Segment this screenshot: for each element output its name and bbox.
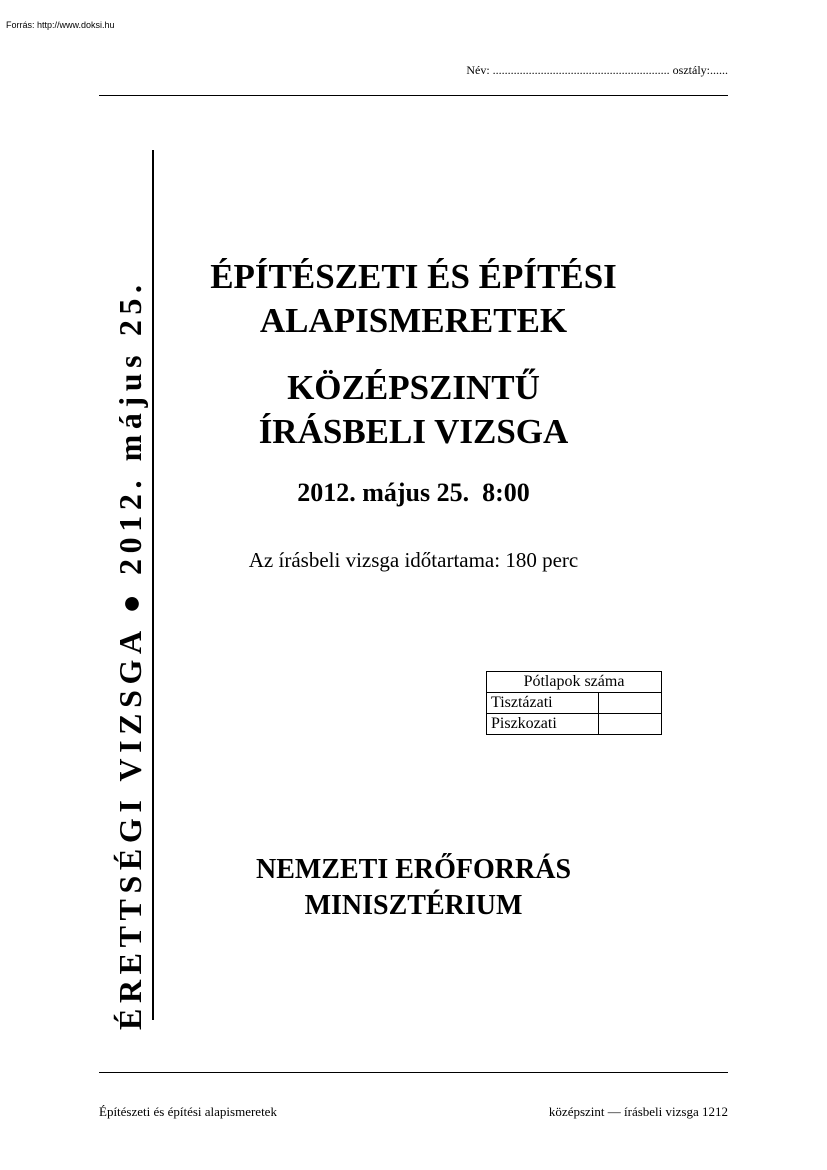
- draft-label: Piszkozati: [487, 714, 599, 735]
- ministry-name-line-2: MINISZTÉRIUM: [304, 890, 523, 921]
- draft-count-field[interactable]: [599, 714, 662, 735]
- footer-subject: Építészeti és építési alapismeretek: [99, 1104, 277, 1119]
- extra-sheets-table: [486, 671, 662, 735]
- source-url: Forrás: http://www.doksi.hu: [6, 20, 115, 30]
- level-title-line-1: KÖZÉPSZINTŰ: [287, 368, 540, 407]
- level-title-line-2: ÍRÁSBELI VIZSGA: [258, 412, 569, 451]
- ministry-name-line-1: NEMZETI ERŐFORRÁS: [255, 854, 572, 885]
- name-class-field: Név: ........................................................... osztály:......: [466, 63, 728, 77]
- footer-rule: [99, 1072, 728, 1073]
- subject-title-line-1: ÉPÍTÉSZETI ÉS ÉPÍTÉSI: [210, 257, 617, 296]
- table-row: [487, 693, 662, 714]
- exam-datetime: 2012. május 25. 8:00: [297, 478, 530, 507]
- extra-sheets-header: Pótlapok száma: [487, 672, 662, 693]
- clean-copy-label: Tisztázati: [487, 693, 599, 714]
- footer-exam-code: középszint — írásbeli vizsga 1212: [548, 1104, 728, 1119]
- spine-rule: [152, 150, 154, 1020]
- spine-exam-label: ÉRETTSÉGI VIZSGA ● 2012. május 25.: [112, 279, 148, 1030]
- header-rule: [99, 95, 728, 96]
- exam-duration: Az írásbeli vizsga időtartama: 180 perc: [248, 548, 579, 572]
- table-row: [487, 714, 662, 735]
- clean-copy-count-field[interactable]: [599, 693, 662, 714]
- subject-title-line-2: ALAPISMERETEK: [259, 301, 568, 340]
